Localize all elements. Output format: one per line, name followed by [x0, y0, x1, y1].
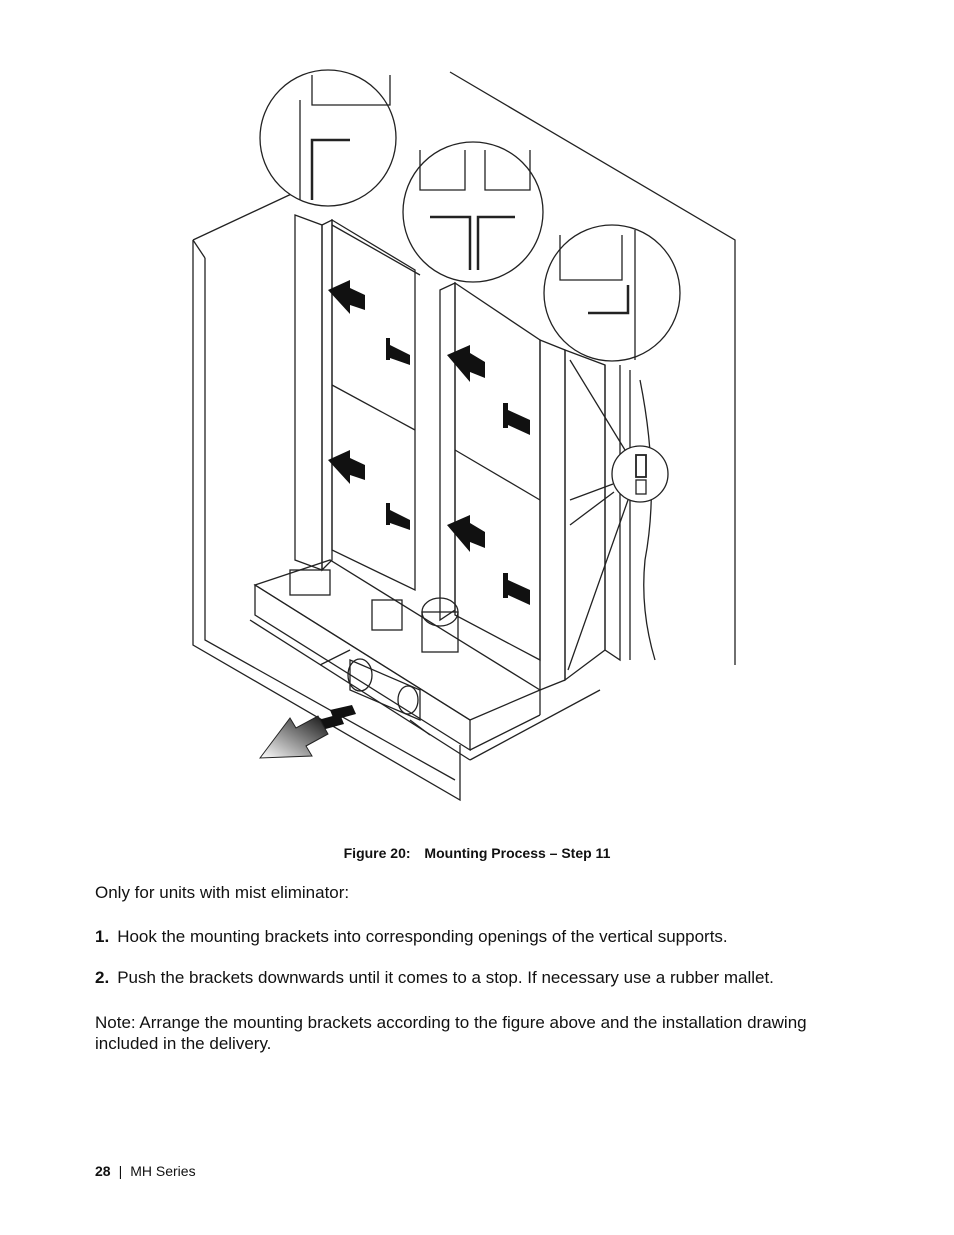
footer-separator: | [118, 1163, 123, 1179]
step-text: Push the brackets downwards until it comes to a stop. If necessary use a rubber mallet. [117, 968, 774, 987]
figure-caption [0, 845, 954, 861]
page-footer [95, 1163, 196, 1179]
step-number: 1. [95, 927, 110, 946]
step-number: 2. [95, 968, 110, 987]
step-item [95, 968, 774, 988]
note-paragraph [95, 1012, 815, 1054]
figure-title: Mounting Process – Step 11 [424, 845, 611, 861]
note-text: Arrange the mounting brackets according to the figure above and the installation drawing included in the delivery. [95, 1013, 807, 1053]
step-text: Hook the mounting brackets into corresponding openings of the vertical supports. [117, 927, 728, 946]
step-item [95, 927, 728, 947]
mounting-diagram [180, 64, 770, 814]
series-name: MH Series [130, 1163, 196, 1179]
figure-number: Figure 20: [343, 845, 411, 861]
note-label: Note: [95, 1013, 136, 1032]
intro-text: Only for units with mist eliminator: [95, 883, 350, 902]
mounting-figure [180, 64, 770, 814]
page-number: 28 [95, 1163, 111, 1179]
